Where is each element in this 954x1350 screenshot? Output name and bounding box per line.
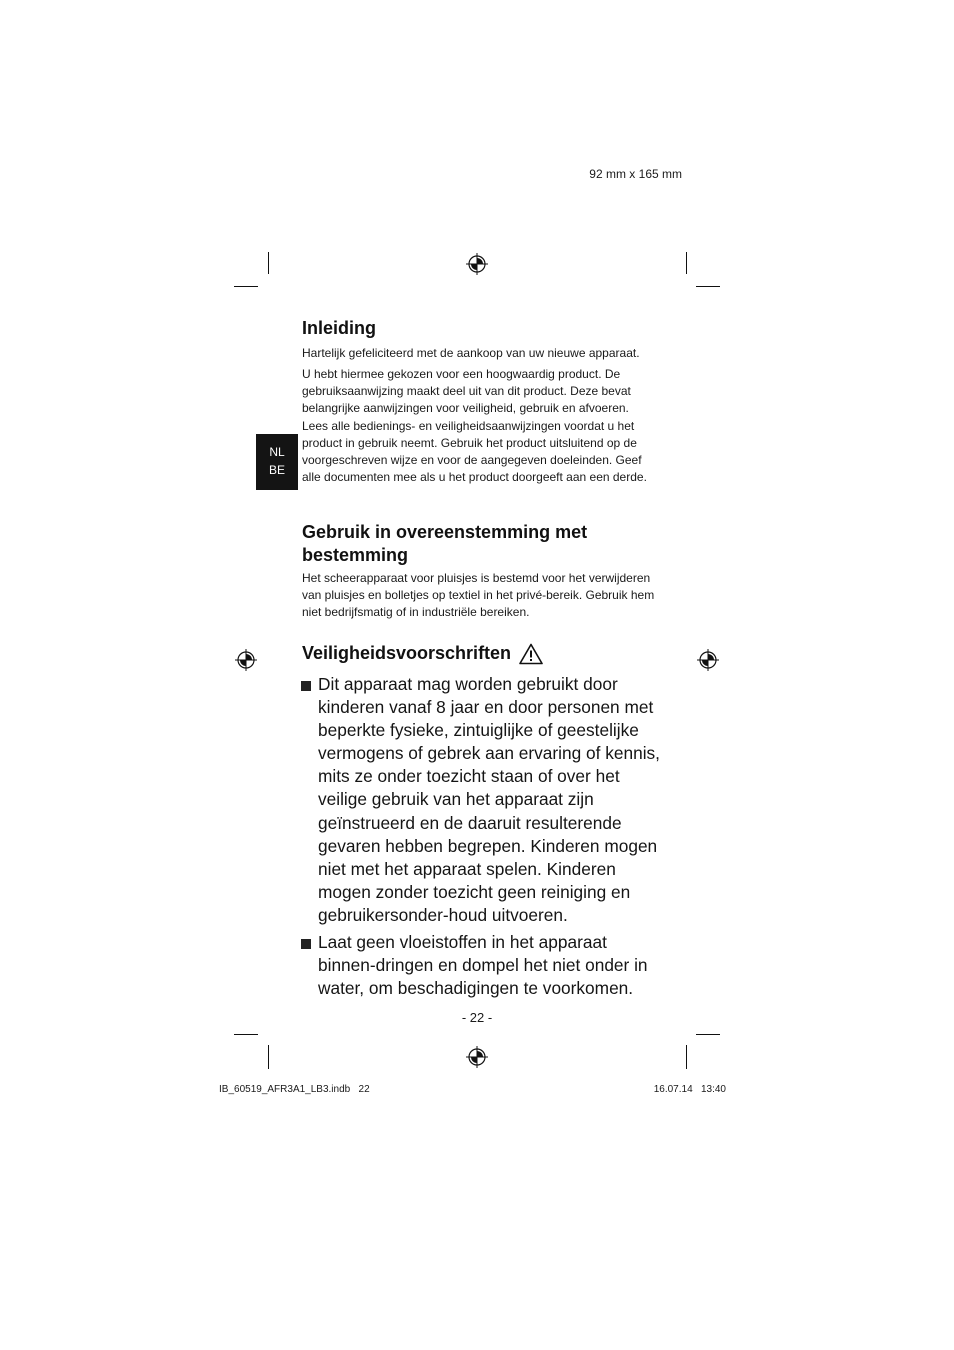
square-bullet-icon <box>301 939 311 949</box>
footer-date: 16.07.14 13:40 <box>653 1084 726 1095</box>
page-number: - 22 - <box>461 1010 493 1025</box>
crop-mark-top-right-horizontal <box>696 286 720 287</box>
safety-bullet-item <box>300 673 660 927</box>
registration-mark-icon <box>466 253 488 275</box>
language-tab-be: BE <box>268 463 285 477</box>
crop-mark-top-left-vertical <box>268 252 269 274</box>
crop-mark-top-right-vertical <box>686 252 687 274</box>
safety-bullet-text: Laat geen vloeistoffen in het apparaat binnen-dringen en dompel het niet onder in water, om beschadigingen te voorkomen. <box>318 932 648 999</box>
section-title-safety-row <box>302 642 682 665</box>
crop-mark-bottom-left-vertical <box>268 1045 269 1069</box>
safety-bullet-item <box>300 931 660 1000</box>
safety-bullet-text: Dit apparaat mag worden gebruikt door kinderen vanaf 8 jaar en door personen met beperkte fysieke, zintuiglijke of geestelijke vermogens of gebrek aan ervaring of kennis, mits ze onder toezicht staan of over het veilige gebruik van het apparaat zijn geïnstrueerd en de daaruit resulterende gevaren hebben begrepen. Kinderen mogen niet met het apparaat spelen. Kinderen mogen zonder toezicht geen reiniging en gebruikersonder-houd uitvoeren. <box>318 674 660 925</box>
crop-mark-bottom-right-horizontal <box>696 1034 720 1035</box>
language-tab <box>256 434 298 490</box>
square-bullet-icon <box>301 681 311 691</box>
section-title-safety: Veiligheidsvoorschriften <box>302 643 512 663</box>
warning-triangle-icon <box>519 643 543 665</box>
safety-bullet-list <box>300 673 660 1004</box>
language-tab-nl: NL <box>269 445 285 459</box>
intended-use-paragraph: Het scheerapparaat voor pluisjes is bestemd voor het verwijderen van pluisjes en bolletjes op textiel in het privé-bereik. Gebruik hem niet bedrijfsmatig of in industriële bereiken. <box>302 571 655 620</box>
intro-paragraph-1: Hartelijk gefeliciteerd met de aankoop van uw nieuwe apparaat. <box>302 346 640 360</box>
crop-mark-top-left-horizontal <box>234 286 258 287</box>
registration-mark-icon <box>235 649 257 671</box>
crop-mark-bottom-left-horizontal <box>234 1034 258 1035</box>
footer-filename: IB_60519_AFR3A1_LB3.indb 22 <box>219 1084 370 1095</box>
section-title-intro: Inleiding <box>302 318 376 338</box>
intro-paragraph-2: U hebt hiermee gekozen voor een hoogwaardig product. De gebruiksaanwijzing maakt deel uit van dit product. Deze bevat belangrijke aanwijzingen voor veiligheid, gebruik en afvoeren. Lees alle bedienings- en veiligheidsaanwijzingen voordat u het product in gebruik neemt. Gebruik het product uitsluitend op de voorgeschreven wijze en voor de aangegeven doeleinden. Geef alle documenten mee als u het product doorgeeft aan een derde. <box>302 367 647 485</box>
registration-mark-icon <box>697 649 719 671</box>
format-label: 92 mm x 165 mm <box>589 167 682 181</box>
registration-mark-icon <box>466 1046 488 1068</box>
section-title-intended-use: Gebruik in overeenstemming met bestemming <box>302 522 588 565</box>
crop-mark-bottom-right-vertical <box>686 1045 687 1069</box>
